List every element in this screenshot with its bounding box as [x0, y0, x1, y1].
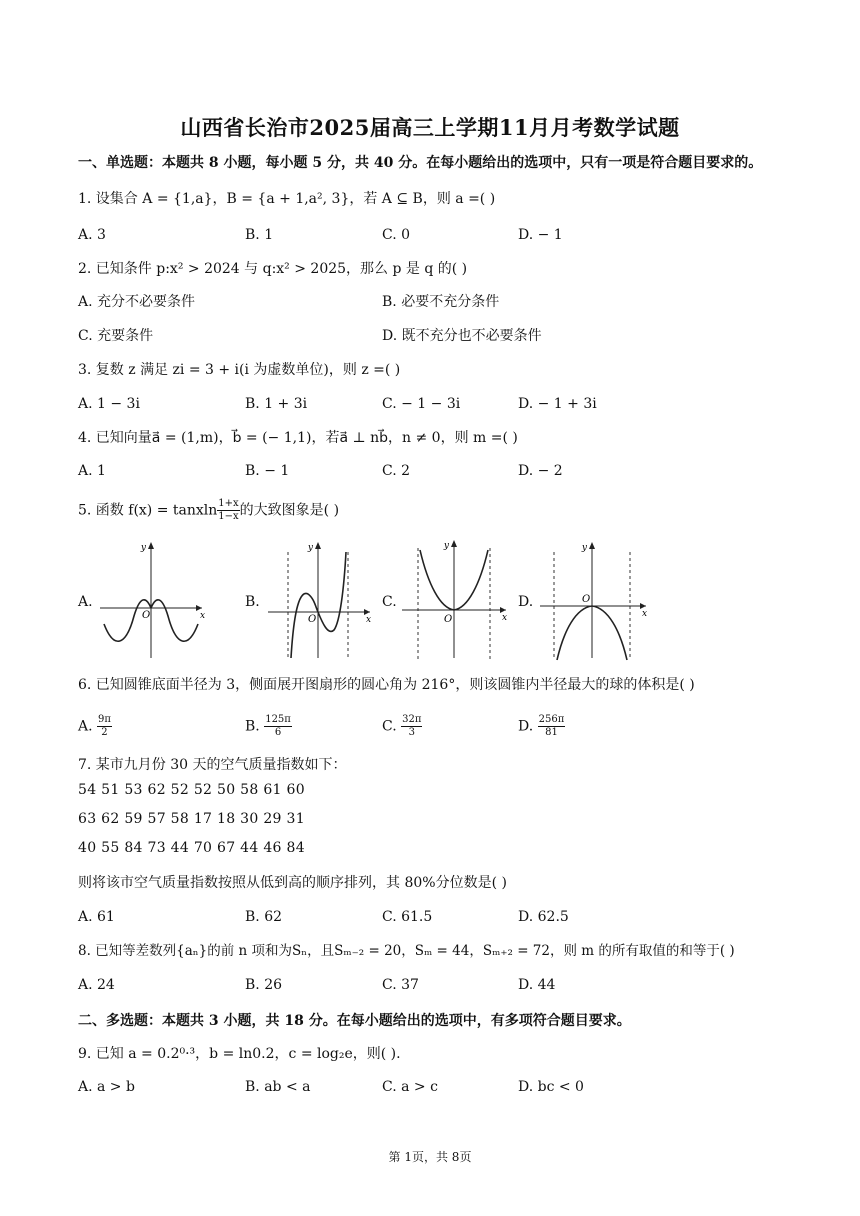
graph-b-origin-label: O: [308, 614, 317, 625]
question-6-stem: 6. 已知圆锥底面半径为 3，侧面展开图扇形的圆心角为 216°，则该圆锥内半径最大的球的体积是( ): [78, 677, 695, 693]
question-6-option-d: [518, 714, 565, 739]
question-7-option-b: B. 62: [245, 909, 283, 925]
question-6-option-d-label: D.: [518, 718, 534, 735]
question-5-option-b-label: B.: [245, 594, 260, 610]
question-6-option-a-label: A.: [78, 718, 93, 735]
question-9-stem: 9. 已知 a = 0.2⁰·³，b = ln0.2，c = log₂e，则( ).: [78, 1046, 401, 1062]
question-9-option-c: C. a > c: [382, 1079, 438, 1095]
question-5-graph-a: [96, 538, 206, 662]
question-8-option-b: B. 26: [245, 977, 283, 993]
question-5-stem: [78, 498, 339, 523]
question-3-option-d: D. − 1 + 3i: [518, 396, 597, 412]
question-9-option-b: B. ab < a: [245, 1079, 311, 1095]
graph-c-y-label: y: [443, 541, 449, 551]
question-4-option-c: C. 2: [382, 463, 411, 479]
question-6-option-b-den: 6: [274, 727, 282, 738]
question-3-option-c: C. − 1 − 3i: [382, 396, 461, 412]
question-6-option-a-num: 9π: [98, 714, 111, 725]
question-9-option-a: A. a > b: [78, 1079, 135, 1095]
question-6-option-c: [382, 714, 422, 739]
question-2-stem: 2. 已知条件 p:x² > 2024 与 q:x² > 2025，那么 p 是 q 的( ): [78, 261, 468, 277]
question-5-fraction-den: 1−x: [218, 511, 239, 522]
question-2-option-d: D. 既不充分也不必要条件: [382, 328, 542, 344]
question-6-option-a: [78, 714, 112, 739]
graph-b-x-label: x: [366, 615, 372, 625]
question-4-option-b: B. − 1: [245, 463, 290, 479]
question-2-option-c: C. 充要条件: [78, 328, 154, 344]
graph-a-origin-label: O: [142, 610, 151, 621]
graph-d-x-label: x: [642, 609, 648, 619]
page-title: 山西省长治市2025届高三上学期11月月考数学试题: [180, 115, 680, 140]
graph-a-y-label: y: [140, 543, 146, 553]
question-5-option-a-label: A.: [78, 594, 93, 610]
question-7-data-row-3: 40 55 84 73 44 70 67 44 46 84: [78, 840, 305, 856]
question-5-graph-d: [534, 538, 650, 662]
question-6-option-b: [245, 714, 292, 739]
question-5-fraction: [217, 498, 239, 523]
question-5-option-c-label: C.: [382, 594, 397, 610]
question-6-option-a-den: 2: [101, 727, 108, 738]
question-4-stem: 4. 已知向量a⃗ = (1,m)，b⃗ = (− 1,1)，若a⃗ ⊥ nb⃗，n ≠ 0，则 m =( ): [78, 430, 518, 446]
question-4-option-a: A. 1: [78, 463, 106, 479]
question-8-stem: 8. 已知等差数列{aₙ}的前 n 项和为Sₙ，且Sₘ₋₂ = 20，Sₘ = 44，Sₘ₊₂ = 72，则 m 的所有取值的和等于( ): [78, 943, 735, 959]
section-1-header: 一、单选题：本题共 8 小题，每小题 5 分，共 40 分。在每小题给出的选项中，只有一项是符合题目要求的。: [78, 155, 763, 171]
question-5-graph-c: [398, 538, 510, 662]
question-2-option-b: B. 必要不充分条件: [382, 294, 500, 310]
question-7-stem: 7. 某市九月份 30 天的空气质量指数如下：: [78, 757, 347, 773]
question-7-data-row-2: 63 62 59 57 58 17 18 30 29 31: [78, 811, 305, 827]
question-8-option-c: C. 37: [382, 977, 419, 993]
question-6-option-d-den: 81: [545, 727, 558, 738]
question-4-option-d: D. − 2: [518, 463, 563, 479]
question-8-option-a: A. 24: [78, 977, 115, 993]
question-6-option-c-num: 32π: [402, 714, 422, 725]
question-7-option-a: A. 61: [78, 909, 115, 925]
question-3-stem: 3. 复数 z 满足 zi = 3 + i(i 为虚数单位)，则 z =( ): [78, 362, 401, 378]
question-5-graph-b: [262, 538, 374, 662]
question-7-option-d: D. 62.5: [518, 909, 569, 925]
question-1-stem: 1. 设集合 A = {1,a}，B = {a + 1,a², 3}，若 A ⊆ B，则 a =( ): [78, 191, 496, 207]
question-5-fraction-num: 1+x: [218, 498, 239, 509]
question-3-option-a: A. 1 − 3i: [78, 396, 140, 412]
question-6-option-c-den: 3: [408, 727, 415, 738]
question-1-option-c: C. 0: [382, 227, 411, 243]
section-2-header: 二、多选题：本题共 3 小题，共 18 分。在每小题给出的选项中，有多项符合题目要求。: [78, 1013, 631, 1029]
graph-b-y-label: y: [307, 543, 313, 553]
question-7-ask: 则将该市空气质量指数按照从低到高的顺序排列，其 80%分位数是( ): [78, 875, 507, 891]
question-5-stem-post: 的大致图象是( ): [239, 502, 340, 519]
question-9-option-d: D. bc < 0: [518, 1079, 584, 1095]
question-6-option-b-num: 125π: [265, 714, 291, 725]
question-6-option-d-num: 256π: [538, 714, 565, 725]
page-footer: 第 1页，共 8页: [388, 1150, 472, 1164]
question-2-option-a: A. 充分不必要条件: [78, 294, 196, 310]
graph-d-y-label: y: [581, 543, 587, 553]
question-5-stem-pre: 5. 函数 f(x) = tanxln: [78, 502, 218, 519]
question-7-data-row-1: 54 51 53 62 52 52 50 58 61 60: [78, 782, 305, 798]
question-3-option-b: B. 1 + 3i: [245, 396, 308, 412]
question-7-option-c: C. 61.5: [382, 909, 433, 925]
graph-d-origin-label: O: [582, 594, 591, 605]
question-1-option-a: A. 3: [78, 227, 106, 243]
graph-c-x-label: x: [502, 613, 508, 623]
question-1-option-b: B. 1: [245, 227, 274, 243]
question-5-option-d-label: D.: [518, 594, 534, 610]
question-1-option-d: D. − 1: [518, 227, 563, 243]
question-8-option-d: D. 44: [518, 977, 556, 993]
graph-a-x-label: x: [200, 611, 206, 621]
graph-c-origin-label: O: [444, 614, 453, 625]
question-6-option-c-label: C.: [382, 718, 397, 735]
question-6-option-b-label: B.: [245, 718, 260, 735]
